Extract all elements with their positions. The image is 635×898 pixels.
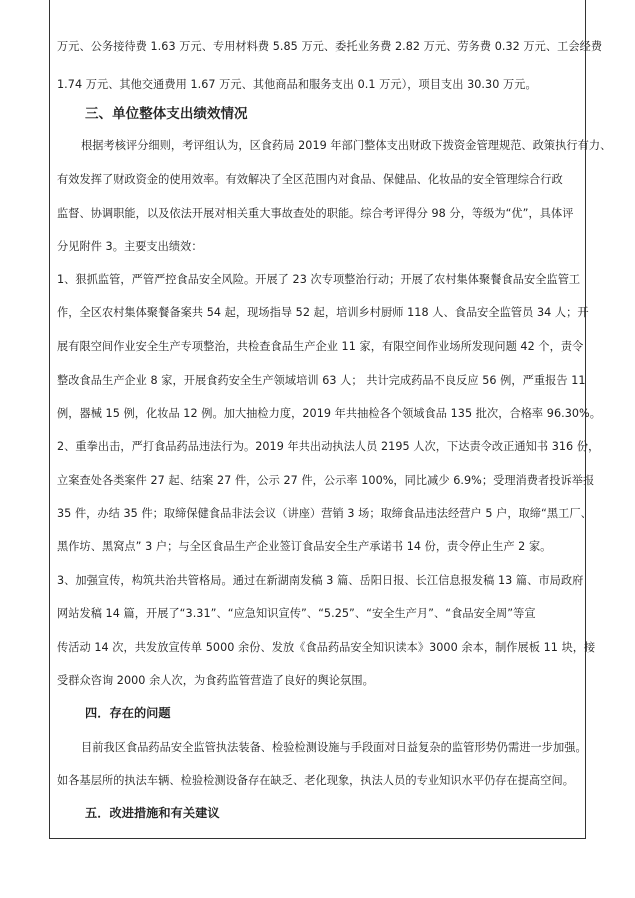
section-heading-3: 三、单位整体支出绩效情况: [85, 106, 248, 122]
paragraph-line: 作，全区农村集体聚餐备案共 54 起，现场指导 52 起，培训乡村厨师 118 人、食品安全监管员 34 人；开: [57, 306, 589, 319]
paragraph-line: 受群众咨询 2000 余人次，为食药监管营造了良好的舆论氛围。: [57, 674, 374, 687]
paragraph-line: 立案查处各类案件 27 起、结案 27 件，公示 27 件，公示率 100%，同比减少 6.9%；受理消费者投诉举报: [57, 474, 595, 487]
paragraph-line: 传活动 14 次，共发放宣传单 5000 余份、发放《食品药品安全知识读本》3000 余本，制作展板 11 块，接: [57, 641, 596, 654]
paragraph-line: 网站发稿 14 篇，开展了“3.31”、“应急知识宣传”、“5.25”、“安全生产月”、“食品安全周”等宣: [57, 607, 536, 620]
paragraph-line: 如各基层所的执法车辆、检验检测设备存在缺乏、老化现象，执法人员的专业知识水平仍存在提高空间。: [57, 774, 574, 787]
paragraph-line: 万元、公务接待费 1.63 万元、专用材料费 5.85 万元、委托业务费 2.82 万元、劳务费 0.32 万元、工会经费: [57, 40, 603, 53]
paragraph-line: 目前我区食品药品安全监管执法装备、检验检测设施与手段面对日益复杂的监管形势仍需进一步加强。: [81, 741, 587, 754]
paragraph-line: 黑作坊、黑窝点” 3 户；与全区食品生产企业签订食品安全生产承诺书 14 份，责令停止生产 2 家。: [57, 540, 552, 553]
paragraph-line: 1.74 万元、其他交通费用 1.67 万元、其他商品和服务支出 0.1 万元），项目支出 30.30 万元。: [57, 78, 537, 91]
paragraph-line: 整改食品生产企业 8 家，开展食药安全生产领域培训 63 人； 共计完成药品不良反应 56 例，严重报告 11: [57, 374, 586, 387]
paragraph-line: 2、重拳出击，严打食品药品违法行为。2019 年共出动执法人员 2195 人次，下达责令改正通知书 316 份，: [57, 440, 600, 453]
paragraph-line: 1、狠抓监管，严管严控食品安全风险。开展了 23 次专项整治行动；开展了农村集体聚餐食品安全监管工: [57, 273, 581, 286]
paragraph-line: 有效发挥了财政资金的使用效率。有效解决了全区范围内对食品、保健品、化妆品的安全管理综合行政: [57, 173, 563, 186]
section-heading-5: 五．改进措施和有关建议: [85, 806, 220, 820]
section-heading-4: 四．存在的问题: [85, 706, 171, 720]
paragraph-line: 3、加强宣传，构筑共治共管格局。通过在新湖南发稿 3 篇、岳阳日报、长江信息报发稿 13 篇、市局政府: [57, 574, 584, 587]
paragraph-line: 监督、协调职能，以及依法开展对相关重大事故查处的职能。综合考评得分 98 分，等级为“优”，具体评: [57, 207, 574, 220]
paragraph-line: 展有限空间作业安全生产专项整治，共检查食品生产企业 11 家，有限空间作业场所发现问题 42 个，责令: [57, 340, 584, 353]
paragraph-line: 根据考核评分细则，考评组认为，区食药局 2019 年部门整体支出财政下拨资金管理规范、政策执行有力、: [81, 139, 612, 152]
paragraph-line: 35 件，办结 35 件；取缔保健食品非法会议（讲座）营销 3 场；取缔食品违法经营户 5 户，取缔“黑工厂、: [57, 507, 592, 520]
paragraph-line: 例，器械 15 例，化妆品 12 例。加大抽检力度，2019 年共抽检各个领域食品 135 批次，合格率 96.30%。: [57, 407, 601, 420]
paragraph-line: 分见附件 3。主要支出绩效：: [57, 240, 203, 253]
